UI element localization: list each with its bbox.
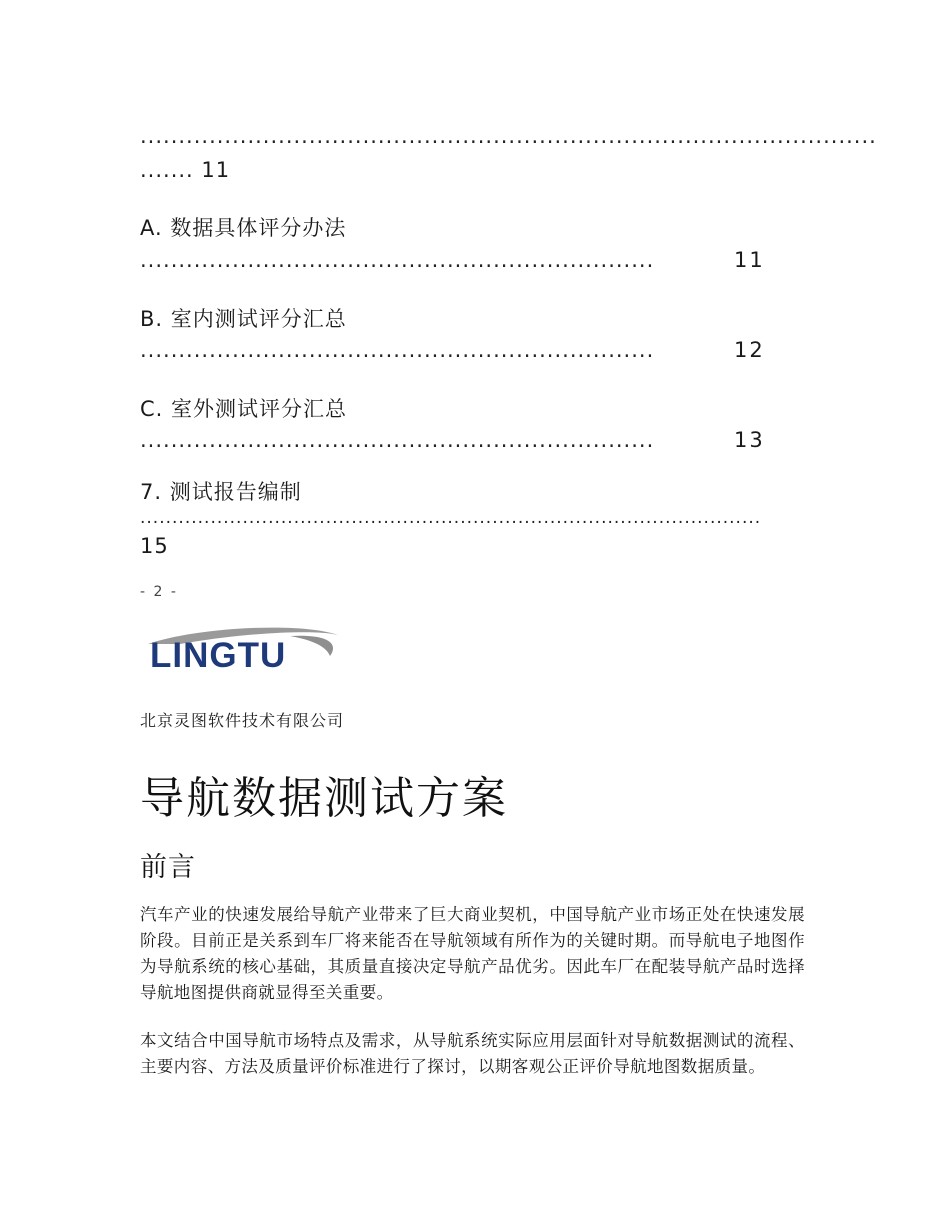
toc-entry-b[interactable]: B. 室内测试评分汇总 bbox=[140, 307, 347, 331]
toc-entry-a[interactable]: A. 数据具体评分办法 bbox=[140, 216, 347, 240]
company-name: 北京灵图软件技术有限公司 bbox=[140, 711, 345, 730]
toc-leader-dots: ................................................................... bbox=[140, 248, 655, 272]
toc-page-number: 13 bbox=[734, 428, 765, 452]
paragraph-intro: 汽车产业的快速发展给导航产业带来了巨大商业契机，中国导航产业市场正处在快速发展阶段。目前正是关系到车厂将来能否在导航领域有所作为的关键时期。而导航电子地图作为导航系统的核心基础，其质量直接决定导航产品优劣。因此车厂在配装导航产品时选择导航地图提供商就显得至关重要。 bbox=[140, 905, 805, 1002]
toc-entry-7[interactable]: 7. 测试报告编制 bbox=[140, 480, 302, 504]
toc-page-number: ....... 11 bbox=[140, 158, 231, 182]
logo-text: LINGTU bbox=[150, 636, 287, 675]
paragraph-scope: 本文结合中国导航市场特点及需求，从导航系统实际应用层面针对导航数据测试的流程、主要内容、方法及质量评价标准进行了探讨，以期客观公正评价导航地图数据质量。 bbox=[140, 1031, 805, 1076]
toc-page-number: 11 bbox=[734, 248, 765, 272]
toc-page-number: 12 bbox=[734, 338, 765, 362]
toc-leader-dots: ................................................................... bbox=[140, 338, 655, 362]
lingtu-logo bbox=[140, 622, 345, 684]
toc-entry-c[interactable]: C. 室外测试评分汇总 bbox=[140, 397, 348, 421]
toc-leader-dots: ................................................................................................ bbox=[140, 124, 877, 148]
toc-page-number: 15 bbox=[140, 534, 169, 558]
page-number: - 2 - bbox=[140, 584, 178, 600]
toc-leader-dots: ................................................................... bbox=[140, 428, 655, 452]
section-heading: 前言 bbox=[140, 852, 196, 883]
page-title: 导航数据测试方案 bbox=[140, 773, 508, 824]
toc-leader-dots: ................................................................................................. bbox=[140, 508, 762, 528]
